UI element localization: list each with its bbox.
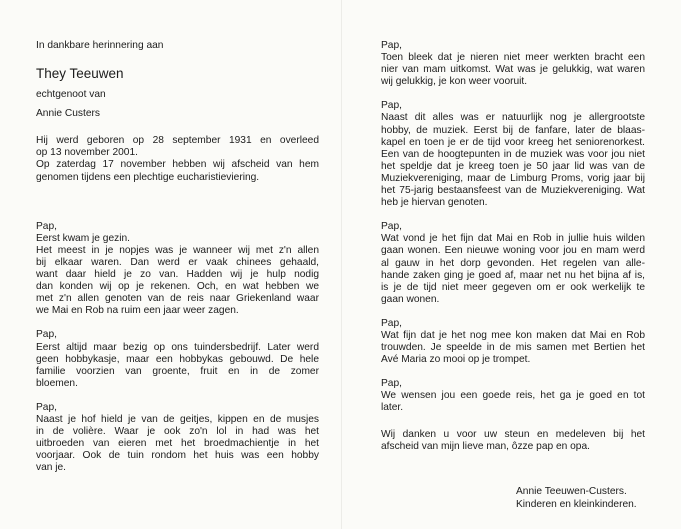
- paragraph-line: heb je hiervan genoten.: [381, 197, 488, 209]
- paragraph-line: want daar hield je zo van. Hadden wij je hulp nodig: [36, 269, 319, 281]
- paragraph-line: Eerst altijd maar bezig op ons tuindersbedrijf. Later werd: [36, 341, 319, 353]
- paragraph-line: Wat vond je het fijn dat Mai en Rob in jullie huis wilden: [381, 233, 645, 245]
- paragraph-kidney: [381, 40, 645, 88]
- funeral-line: genomen tijdens een plechtige eucharistieviering.: [36, 171, 260, 183]
- paragraph-line: kapel en toen je er de tijd voor kreeg het seniorenorkest.: [381, 136, 645, 148]
- signature-line: Kinderen en kleinkinderen.: [516, 498, 637, 510]
- paragraph-line: nier van mam uitkomst. Wat was je gelukkig, wat waren: [381, 64, 645, 76]
- paragraph-line: met z'n allen genoten van de reis naar Griekenland waar: [36, 293, 319, 305]
- paragraph-family: [36, 221, 319, 318]
- paragraph-line: trouwden. Je speelde in de mis samen met Bertien het: [381, 342, 645, 354]
- paragraph-line: afscheid van mijn lieve man, ôzze pap en opa.: [381, 440, 590, 452]
- deceased-name: They Teeuwen: [36, 66, 124, 82]
- signature-line: Annie Teeuwen-Custers.: [516, 486, 627, 497]
- paragraph-garden: [36, 329, 319, 389]
- paragraph-line: familie voorzien van groente, fruit en in de zomer: [36, 365, 319, 377]
- born-line: op 13 november 2001.: [36, 147, 138, 159]
- salutation: Pap,: [36, 220, 57, 232]
- paragraph-line: dan konden wij op je rekenen. Och, en wat hebben we: [36, 281, 319, 293]
- paragraph-house: [381, 221, 645, 306]
- paragraph-line: Muziekvereniging, maar de Limburg Proms, vorig jaar bij: [381, 172, 645, 184]
- paragraph-line: Wij danken u voor uw steun en medeleven bij het: [381, 428, 645, 440]
- signature-block: [516, 486, 637, 511]
- paragraph-line: in de volière. Waar je ook zo'n lol in had was het: [36, 426, 319, 438]
- right-column: [381, 40, 645, 453]
- paragraph-line: van je.: [36, 462, 67, 474]
- paragraph-line: uitbroeden van eieren met het broedmachientje in het: [36, 438, 319, 450]
- paragraph-line: gaan wonen. Een nieuwe woning voor jou en mam werd: [381, 245, 645, 257]
- born-line: Hij werd geboren op 28 september 1931 en overleed: [36, 135, 319, 147]
- paragraph-line: Naast je hof hield je van de geitjes, kippen en de musjes: [36, 413, 319, 425]
- paragraph-music: [381, 100, 645, 209]
- funeral-line: Op zaterdag 17 november hebben wij afscheid van hem: [36, 159, 319, 171]
- paragraph-line: is je de tijd niet meer gegeven om er ook werkelijk te: [381, 281, 645, 293]
- salutation: Pap,: [381, 40, 402, 51]
- paragraph-line: al gauw in het dorp gevonden. Het regelen van alle-: [381, 257, 645, 269]
- paragraph-line: we Mai en Rob na ruim een jaar weer zagen.: [36, 305, 239, 317]
- paragraph-animals: [36, 402, 319, 475]
- salutation: Pap,: [381, 317, 402, 329]
- salutation: Pap,: [381, 221, 402, 233]
- paragraph-line: Een van de hoogtepunten in de muziek was voor jou niet: [381, 148, 645, 160]
- left-column: [36, 40, 319, 474]
- paragraph-line: bloemen.: [36, 377, 78, 389]
- born-text: [36, 135, 319, 183]
- paragraph-line: geen hobbykasje, maar een hobbykas gebouwd. De hele: [36, 353, 319, 365]
- salutation: Pap,: [36, 329, 57, 341]
- paragraph-farewell: [381, 378, 645, 414]
- salutation: Pap,: [381, 378, 402, 390]
- paragraph-line: bij elkaar waren. Dan werd er vaak chinees gehaald,: [36, 256, 319, 268]
- paragraph-line: gaan wonen.: [381, 293, 440, 305]
- spouse-label: echtgenoot van: [36, 89, 106, 101]
- paragraph-wedding: [381, 318, 645, 366]
- paragraph-line: Het meest in je nopjes was je wanneer wij met z'n allen: [36, 244, 319, 256]
- card-fold-line: [341, 0, 342, 529]
- intro-text: In dankbare herinnering aan: [36, 40, 164, 51]
- paragraph-line: Naast dit alles was er natuurlijk nog je allergrootste: [381, 112, 645, 124]
- paragraph-line: het 75-jarig bestaansfeest van de Muziekvereniging. Wat: [381, 185, 645, 197]
- paragraph-line: Toen bleek dat je nieren niet meer werkten bracht een: [381, 52, 645, 64]
- paragraph-line: hande zaken ging je goed af, maar net nu het bijna af is,: [381, 269, 645, 281]
- salutation: Pap,: [36, 401, 57, 413]
- paragraph-line: wij gelukkig, je kon weer vooruit.: [381, 76, 528, 88]
- paragraph-line: Eerst kwam je gezin.: [36, 232, 130, 244]
- paragraph-line: Avé Maria zo mooi op je trompet.: [381, 354, 531, 366]
- spouse-name: Annie Custers: [36, 108, 100, 120]
- paragraph-line: Wat fijn dat je het nog mee kon maken dat Mai en Rob: [381, 329, 645, 341]
- paragraph-line: het speldje dat je kreeg toen je 50 jaar lid was van de: [381, 160, 645, 172]
- paragraph-line: hobby, de muziek. Eerst bij de fanfare, later de blaas-: [381, 124, 645, 136]
- paragraph-line: later.: [381, 402, 404, 414]
- paragraph-line: We wensen jou een goede reis, het ga je goed en tot: [381, 390, 645, 402]
- salutation: Pap,: [381, 100, 402, 112]
- paragraph-thanks: [381, 429, 645, 453]
- paragraph-line: voorjaar. Ook de tuin rondom het huis was een hobby: [36, 450, 319, 462]
